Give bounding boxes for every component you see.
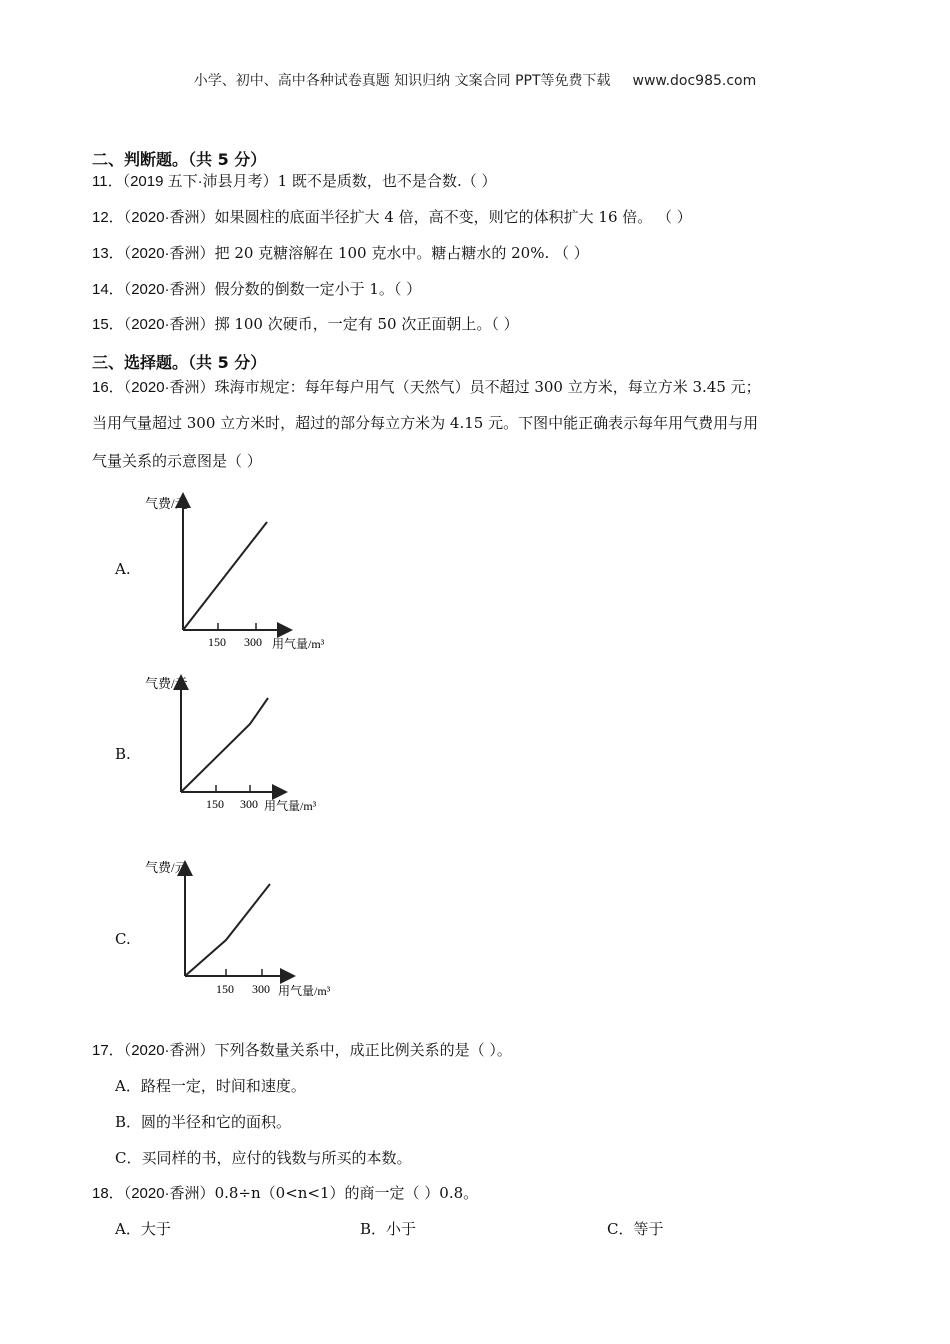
option-b-label[interactable]: B. <box>115 745 131 763</box>
section-title-choice: 三、选择题。（共 5 分） <box>92 353 267 372</box>
question-number: 11． <box>92 173 123 190</box>
question-number: 15． <box>92 316 124 333</box>
tick-label-150: 150 <box>206 797 224 811</box>
question-text: 珠海市规定：每年每户用气（天然气）员不超过 300 立方米，每立方米 3.45 元； <box>214 378 761 396</box>
y-axis-label: 气费/元 <box>145 860 188 875</box>
question-source: （2020·香洲） <box>123 1042 215 1059</box>
question-12 <box>92 206 692 227</box>
x-axis-label: 用气量/m³ <box>278 984 331 998</box>
question-source: （2020·香洲） <box>123 245 215 262</box>
tick-label-300: 300 <box>244 635 262 649</box>
page-header <box>0 70 950 90</box>
header-text: 小学、初中、高中各种试卷真题 知识归纳 文案合同 PPT等免费下载 <box>193 73 611 89</box>
tick-label-300: 300 <box>240 797 258 811</box>
question-17-option-c[interactable]: C．买同样的书，应付的钱数与所买的本数。 <box>115 1149 412 1167</box>
question-text: 如果圆柱的底面半径扩大 4 倍，高不变，则它的体积扩大 16 倍。 （ ） <box>214 208 692 226</box>
question-16-line3: 气量关系的示意图是（ ） <box>92 452 262 470</box>
question-11 <box>92 170 496 191</box>
question-number: 14． <box>92 281 124 298</box>
question-17-option-a[interactable]: A．路程一定，时间和速度。 <box>115 1077 306 1095</box>
tick-label-300: 300 <box>252 982 270 996</box>
graph-a <box>140 490 350 650</box>
graph-b <box>140 672 350 832</box>
question-number: 12． <box>92 209 124 226</box>
question-number: 16． <box>92 379 124 396</box>
question-14 <box>92 278 421 299</box>
header-site-link[interactable]: www.doc985.com <box>632 73 757 89</box>
option-a-label[interactable]: A. <box>115 560 131 578</box>
question-16-line1 <box>92 376 761 397</box>
question-text: 掷 100 次硬币，一定有 50 次正面朝上。（ ） <box>214 315 519 333</box>
question-18-option-a[interactable]: A．大于 <box>115 1220 171 1238</box>
question-text: 下列各数量关系中，成正比例关系的是（ ）。 <box>214 1041 512 1059</box>
question-text: 假分数的倒数一定小于 1。（ ） <box>214 280 422 298</box>
question-17 <box>92 1039 512 1060</box>
cost-line <box>181 698 268 792</box>
question-18-option-b[interactable]: B．小于 <box>360 1220 417 1238</box>
question-source: （2020·香洲） <box>123 379 215 396</box>
y-axis-label: 气费/元 <box>145 676 188 691</box>
question-number: 17． <box>92 1042 124 1059</box>
question-text: 1 既不是质数，也不是合数.（ ） <box>277 172 497 190</box>
question-text: 把 20 克糖溶解在 100 克水中。糖占糖水的 20%. （ ） <box>214 244 589 262</box>
question-number: 13． <box>92 245 124 262</box>
question-source: （2019 五下·沛县月考） <box>122 173 278 190</box>
question-text: 0.8÷n（0<n<1）的商一定（ ）0.8。 <box>214 1184 479 1202</box>
cost-line <box>185 884 270 976</box>
question-source: （2020·香洲） <box>123 316 215 333</box>
x-axis-label: 用气量/m³ <box>264 799 317 813</box>
section-title-judgment: 二、判断题。（共 5 分） <box>92 150 267 169</box>
question-17-option-b[interactable]: B．圆的半径和它的面积。 <box>115 1113 292 1131</box>
option-c-label[interactable]: C. <box>115 930 131 948</box>
cost-line <box>183 522 267 630</box>
question-18-option-c[interactable]: C．等于 <box>607 1220 664 1238</box>
question-16-line2: 当用气量超过 300 立方米时，超过的部分每立方米为 4.15 元。下图中能正确表示每年用气费用与用 <box>92 414 759 432</box>
question-source: （2020·香洲） <box>123 281 215 298</box>
graph-c <box>140 856 350 1016</box>
question-number: 18． <box>92 1185 124 1202</box>
y-axis-label: 气费/元 <box>145 496 188 511</box>
question-18 <box>92 1182 478 1203</box>
x-axis-label: 用气量/m³ <box>272 637 325 650</box>
tick-label-150: 150 <box>208 635 226 649</box>
question-15 <box>92 313 519 334</box>
question-source: （2020·香洲） <box>123 1185 215 1202</box>
question-source: （2020·香洲） <box>123 209 215 226</box>
question-13 <box>92 242 589 263</box>
tick-label-150: 150 <box>216 982 234 996</box>
